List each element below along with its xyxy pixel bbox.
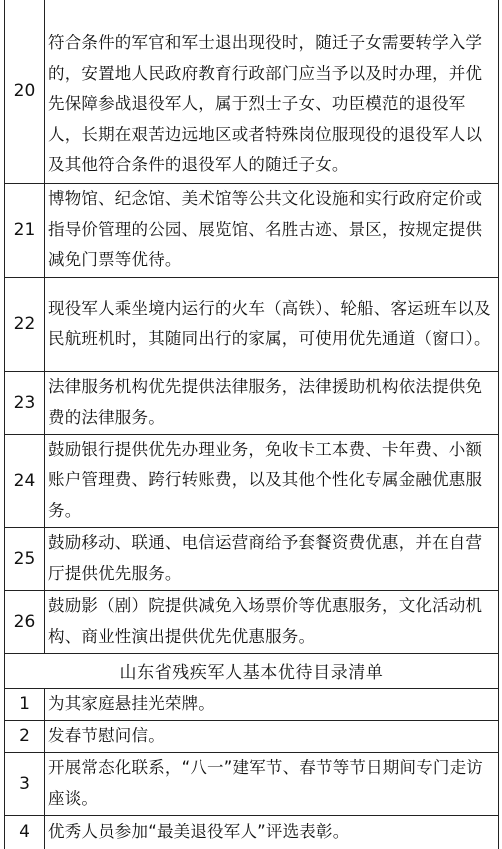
row-text: 法律服务机构优先提供法律服务，法律援助机构依法提供免费的法律服务。 [45, 371, 499, 434]
row-text: 优秀人员参加“最美退役军人”评选表彰。 [45, 815, 499, 849]
row-number: 26 [5, 590, 45, 653]
row-text: 鼓励银行提供优先办理业务，免收卡工本费、卡年费、小额账户管理费、跨行转账费，以及其他个性化专属金融优惠服务。 [45, 434, 499, 527]
row-text: 发春节慰问信。 [45, 720, 499, 752]
row-text: 博物馆、纪念馆、美术馆等公共文化设施和实行政府定价或指导价管理的公园、展览馆、名胜古迹、景区，按规定提供减免门票等优待。 [45, 183, 499, 277]
row-number: 25 [5, 527, 45, 590]
row-number: 1 [5, 688, 45, 720]
table-row [5, 277, 499, 371]
benefits-table-sheet [4, 0, 498, 849]
row-number: 23 [5, 371, 45, 434]
row-text: 开展常态化联系，“八一”建军节、春节等节日期间专门走访座谈。 [45, 752, 499, 815]
row-number: 22 [5, 277, 45, 371]
row-number: 2 [5, 720, 45, 752]
table-row [5, 183, 499, 277]
table-row [5, 752, 499, 815]
row-number: 20 [5, 0, 45, 183]
row-number: 21 [5, 183, 45, 277]
table-row [5, 720, 499, 752]
table-row [5, 371, 499, 434]
row-text: 现役军人乘坐境内运行的火车（高铁）、轮船、客运班车以及民航班机时，其随同出行的家属，可使用优先通道（窗口）。 [45, 277, 499, 371]
table-row [5, 688, 499, 720]
row-text: 鼓励移动、联通、电信运营商给予套餐资费优惠，并在自营厅提供优先服务。 [45, 527, 499, 590]
table-row [5, 0, 499, 183]
table-row [5, 815, 499, 849]
row-text: 符合条件的军官和军士退出现役时，随迁子女需要转学入学的，安置地人民政府教育行政部门应当予以及时办理，并优先保障参战退役军人，属于烈士子女、功臣模范的退役军人，长期在艰苦边远地区或者特殊岗位服现役的退役军人以及其他符合条件的退役军人的随迁子女。 [45, 0, 499, 183]
row-text: 鼓励影（剧）院提供减免入场票价等优惠服务，文化活动机构、商业性演出提供优先优惠服务。 [45, 590, 499, 653]
row-text: 为其家庭悬挂光荣牌。 [45, 688, 499, 720]
table-row [5, 527, 499, 590]
table-row [5, 590, 499, 653]
row-number: 4 [5, 815, 45, 849]
table-row [5, 434, 499, 527]
row-number: 24 [5, 434, 45, 527]
benefits-table [4, 0, 499, 849]
section-title: 山东省残疾军人基本优待目录清单 [5, 653, 499, 688]
row-number: 3 [5, 752, 45, 815]
section-header-row [5, 653, 499, 688]
